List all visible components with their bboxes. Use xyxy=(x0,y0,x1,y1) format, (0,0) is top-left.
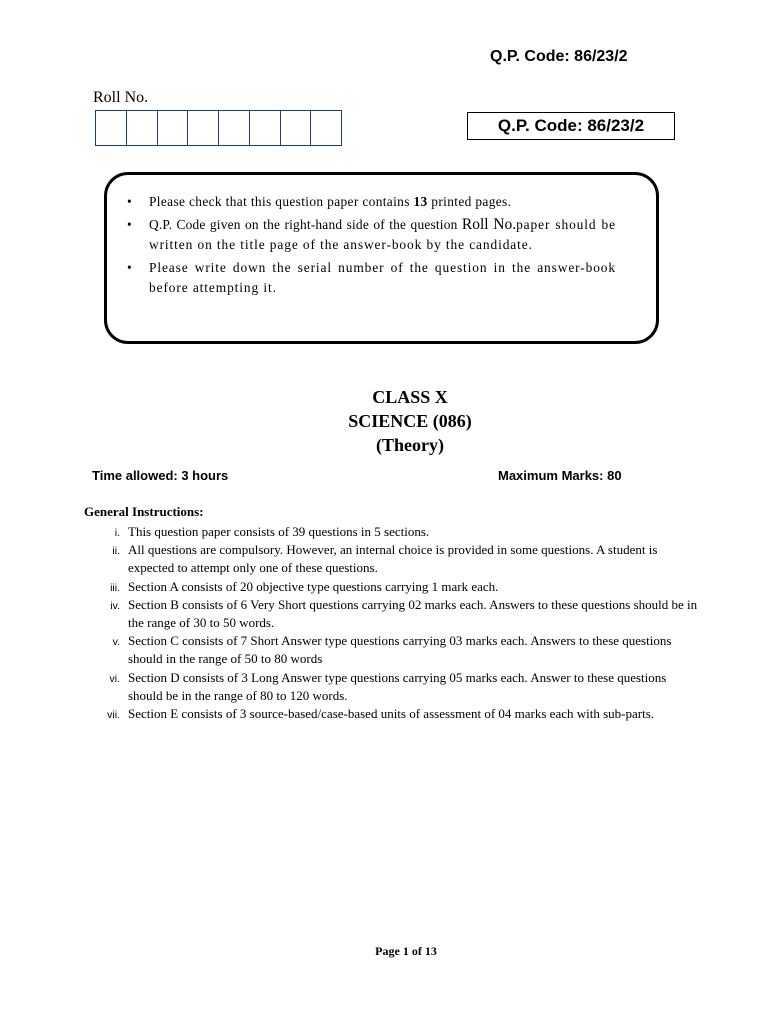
notice-box xyxy=(104,172,659,344)
notice-text-end: printed pages. xyxy=(427,194,512,209)
roll-number-digit-box[interactable] xyxy=(281,111,312,145)
general-instructions-heading: General Instructions: xyxy=(84,504,204,519)
roll-number-digit-box[interactable] xyxy=(250,111,281,145)
notice-text-end: paper should be written on the title page of the answer-book by the candidate. xyxy=(149,217,616,252)
notice-text: Please write down the serial number of the question in the answer-book before attempting it. xyxy=(149,260,616,295)
roll-number-digit-box[interactable] xyxy=(311,111,341,145)
roll-number-label: Roll No. xyxy=(93,89,149,106)
time-allowed: Time allowed: 3 hours xyxy=(92,468,229,483)
roll-number-digit-box[interactable] xyxy=(127,111,158,145)
instruction-item xyxy=(92,596,704,632)
notice-text: Please check that this question paper contains xyxy=(149,194,414,209)
maximum-marks: Maximum Marks: 80 xyxy=(498,468,622,483)
general-instructions-list xyxy=(92,523,704,723)
paper-title: (Theory) xyxy=(376,435,444,455)
roll-number-digit-box[interactable] xyxy=(96,111,127,145)
qp-code-top: Q.P. Code: 86/23/2 xyxy=(490,48,628,65)
notice-item-page-count xyxy=(127,192,616,212)
page-count: 13 xyxy=(413,194,428,209)
instruction-item xyxy=(92,669,704,705)
qp-code-box: Q.P. Code: 86/23/2 xyxy=(467,112,675,140)
bullet-icon: • xyxy=(127,217,133,232)
roll-number-digit-box[interactable] xyxy=(158,111,189,145)
instruction-number: v. xyxy=(112,636,120,649)
notice-item-qp-code xyxy=(127,215,616,255)
roll-number-boxes[interactable] xyxy=(95,110,342,146)
subject-title: SCIENCE (086) xyxy=(348,411,472,431)
instruction-text: All questions are compulsory. However, an internal choice is provided in some questions. A student is expected to attempt only one of these questions. xyxy=(128,542,658,576)
instruction-item xyxy=(92,523,704,541)
instruction-number: vii. xyxy=(107,709,120,722)
bullet-icon: • xyxy=(127,260,133,275)
instruction-text: Section D consists of 3 Long Answer type questions carrying 05 marks each. Answer to these questions should be in the range of 80 to 120 words. xyxy=(128,669,667,703)
instruction-item xyxy=(92,541,704,577)
instruction-item xyxy=(92,578,704,596)
instruction-item xyxy=(92,705,704,723)
instruction-number: i. xyxy=(114,527,120,539)
notice-item-serial-number xyxy=(127,258,616,298)
instruction-text: Section B consists of 6 Very Short questions carrying 02 marks each. Answers to these questions should be in the range of 30 to 50 words. xyxy=(128,596,698,631)
class-title: CLASS X xyxy=(372,387,448,407)
instruction-item xyxy=(92,632,704,668)
instruction-number: iii. xyxy=(110,581,120,594)
instruction-number: ii. xyxy=(112,545,120,558)
roll-number-digit-box[interactable] xyxy=(188,111,219,145)
instruction-text: This question paper consists of 39 questions in 5 sections. xyxy=(128,524,430,539)
roll-no-inline: Roll No. xyxy=(461,216,517,233)
roll-number-digit-box[interactable] xyxy=(219,111,250,145)
instruction-text: Section E consists of 3 source-based/case-based units of assessment of 04 marks each with sub-parts. xyxy=(128,706,655,722)
instruction-text: Section C consists of 7 Short Answer type questions carrying 03 marks each. Answers to these questions should in the range of 50 to 80 words xyxy=(128,633,672,667)
page-number-footer: Page 1 of 13 xyxy=(375,944,437,958)
instruction-number: iv. xyxy=(110,599,120,612)
title-block xyxy=(0,385,768,457)
notice-list xyxy=(127,192,616,298)
bullet-icon: • xyxy=(127,194,133,209)
instruction-text: Section A consists of 20 objective type questions carrying 1 mark each. xyxy=(128,578,499,594)
instruction-number: vi. xyxy=(109,672,120,685)
notice-text: Q.P. Code given on the right-hand side of the question xyxy=(149,217,462,232)
